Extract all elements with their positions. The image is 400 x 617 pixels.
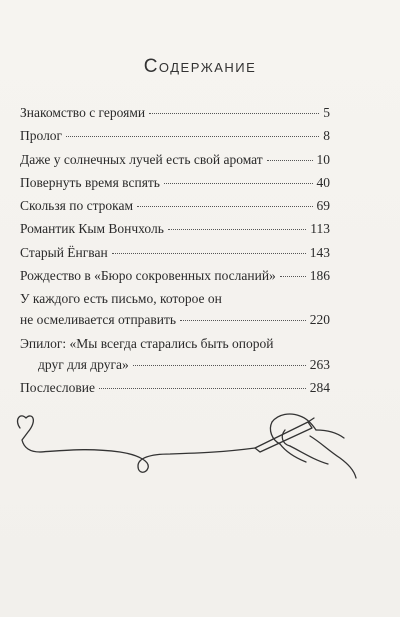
toc-entry-page: 143 bbox=[309, 244, 330, 260]
toc-entry bbox=[20, 153, 330, 176]
toc-entry-label: У каждого есть письмо, которое он bbox=[20, 291, 222, 307]
dot-leader bbox=[180, 320, 306, 321]
toc-entry-label: Старый Ёнгван bbox=[20, 244, 108, 260]
toc-entry-label: Даже у солнечных лучей есть свой аромат bbox=[20, 151, 263, 167]
toc-entry bbox=[20, 199, 330, 222]
toc-entry-label: Пролог bbox=[20, 128, 63, 144]
toc-entry-label: Скользя по строкам bbox=[20, 198, 134, 214]
dot-leader bbox=[168, 229, 306, 230]
toc-entry-page: 40 bbox=[316, 174, 330, 190]
toc-entry-continuation bbox=[20, 358, 330, 381]
toc-entry-page: 186 bbox=[309, 268, 330, 284]
toc-entry-label: Эпилог: «Мы всегда старались быть опорой bbox=[20, 335, 274, 351]
toc-entry-page: 8 bbox=[323, 128, 330, 144]
dot-leader bbox=[267, 160, 313, 161]
toc-entry-label-line2: не осмеливается отправить bbox=[20, 312, 177, 328]
toc-entry bbox=[20, 292, 330, 313]
toc-entry bbox=[20, 222, 330, 245]
toc-entry-label: Рождество в «Бюро сокровенных посланий» bbox=[20, 268, 276, 284]
toc-entry bbox=[20, 337, 330, 358]
table-of-contents bbox=[20, 106, 330, 404]
dot-leader bbox=[164, 183, 313, 184]
toc-entry-page: 284 bbox=[309, 379, 330, 395]
hand-with-pen-drawing-line-icon bbox=[10, 400, 360, 530]
toc-entry-label: Повернуть время вспять bbox=[20, 174, 160, 190]
toc-entry bbox=[20, 176, 330, 199]
dot-leader bbox=[66, 136, 319, 137]
toc-entry bbox=[20, 106, 330, 129]
dot-leader bbox=[99, 388, 306, 389]
dot-leader bbox=[133, 365, 306, 366]
toc-entry-page: 263 bbox=[309, 356, 330, 372]
dot-leader bbox=[112, 253, 306, 254]
toc-entry bbox=[20, 129, 330, 152]
toc-entry-label-line2: друг для друга» bbox=[38, 356, 129, 372]
toc-entry-page: 220 bbox=[309, 312, 330, 328]
toc-entry bbox=[20, 269, 330, 292]
toc-entry-page: 5 bbox=[323, 105, 330, 120]
toc-entry-label: Знакомство с героями bbox=[20, 105, 146, 120]
dot-leader bbox=[137, 206, 312, 207]
toc-entry-page: 113 bbox=[310, 221, 330, 237]
toc-entry bbox=[20, 246, 330, 269]
toc-entry-continuation bbox=[20, 313, 330, 336]
page-title: Содержание bbox=[143, 56, 257, 77]
toc-entry-label: Романтик Кым Вончхоль bbox=[20, 221, 164, 237]
toc-entry-label: Послесловие bbox=[20, 379, 95, 395]
dot-leader bbox=[280, 276, 306, 277]
toc-entry-page: 69 bbox=[316, 198, 330, 214]
toc-entry-page: 10 bbox=[316, 151, 330, 167]
dot-leader bbox=[149, 113, 319, 114]
